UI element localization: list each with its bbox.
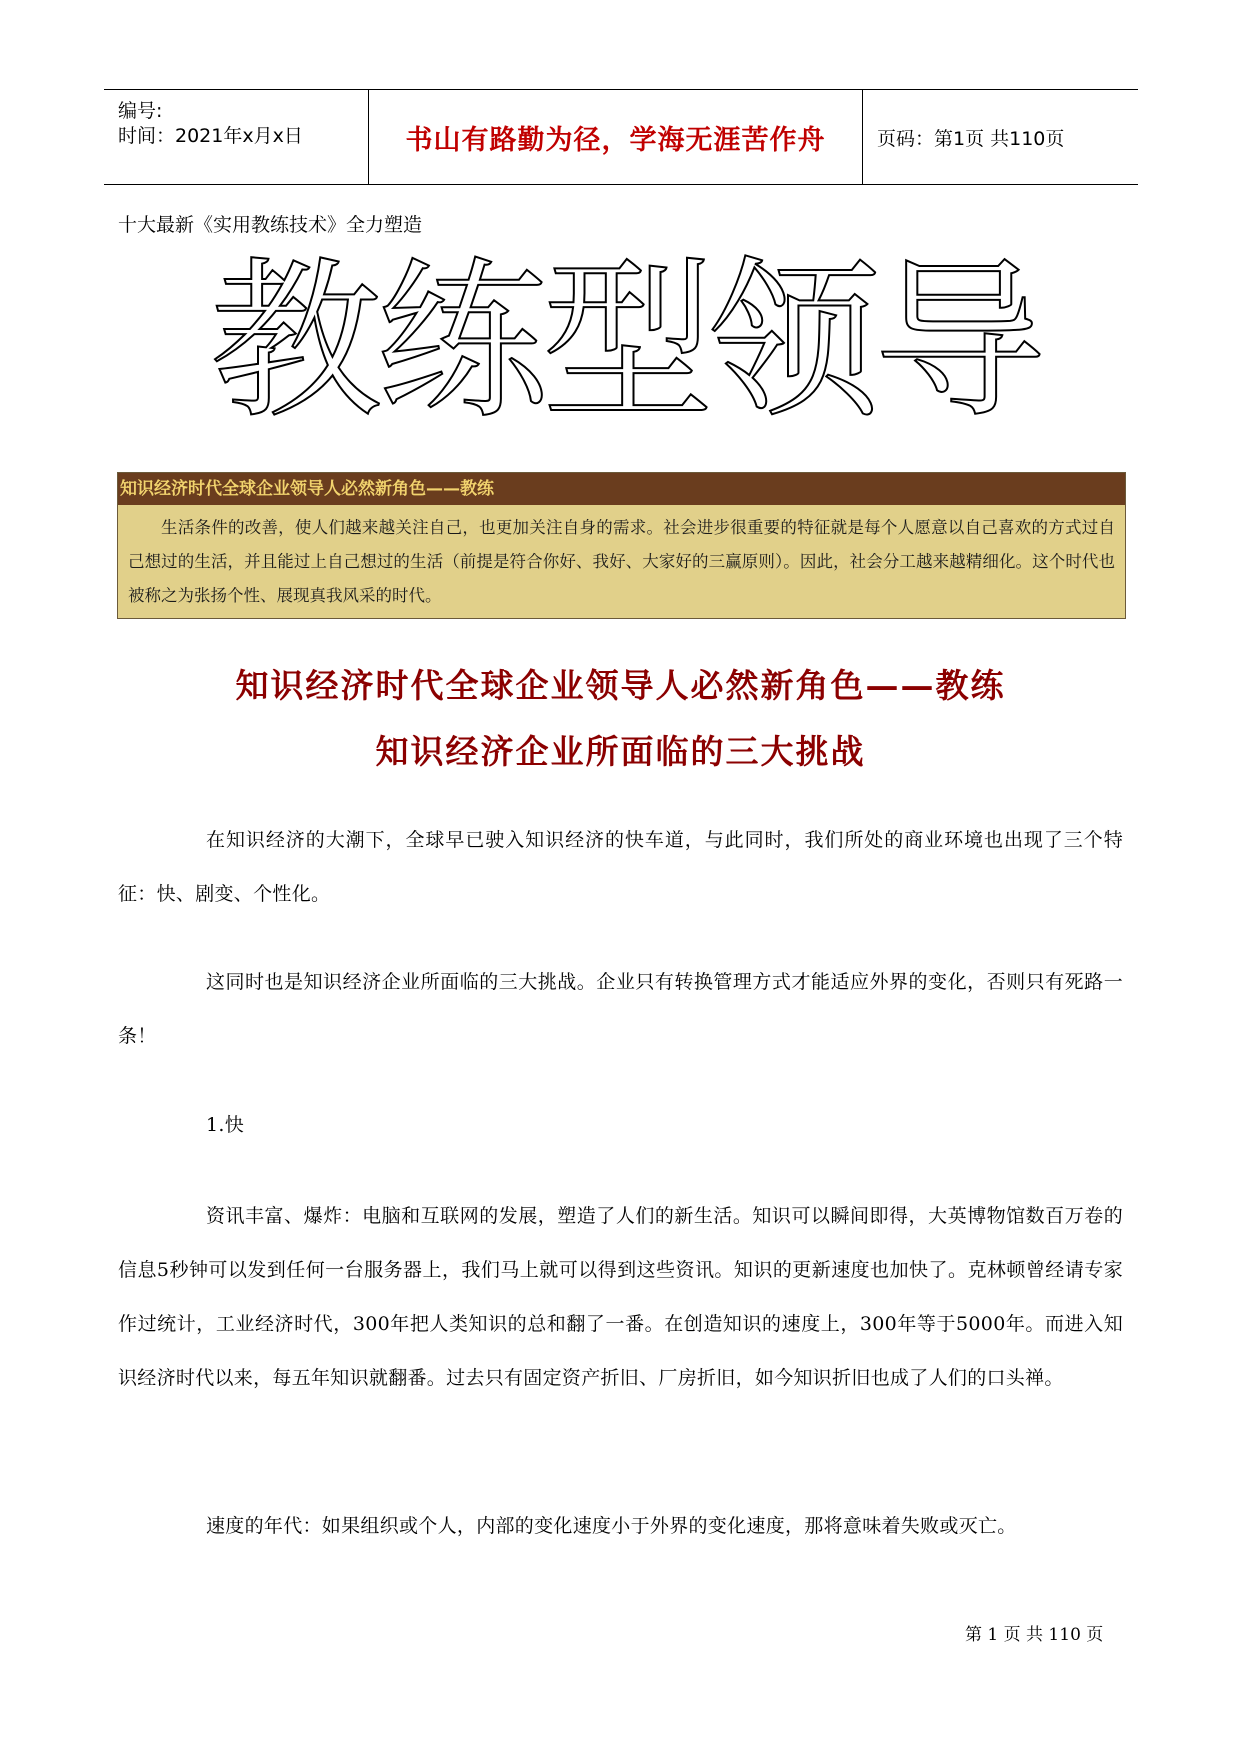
motto: 书山有路勤为径，学海无涯苦作舟 xyxy=(405,124,826,156)
paragraph-1: 在知识经济的大潮下，全球早已驶入知识经济的快车道，与此同时，我们所处的商业环境也出现了三个特征：快、剧变、个性化。 xyxy=(118,829,1123,905)
header-page-cell xyxy=(863,90,1138,184)
highlight-box xyxy=(117,472,1126,619)
sub-heading: 知识经济企业所面临的三大挑战 xyxy=(375,732,866,771)
main-heading: 知识经济时代全球企业领导人必然新角色——教练 xyxy=(235,666,1006,705)
header-motto-cell xyxy=(369,90,863,184)
paragraph-3: 资讯丰富、爆炸：电脑和互联网的发展，塑造了人们的新生活。知识可以瞬间即得，大英博物馆数百万卷的信息5秒钟可以发到任何一台服务器上，我们马上就可以得到这些资讯。知识的更新速度也加快了。克林顿曾经请专家作过统计，工业经济时代，300年把人类知识的总和翻了一番。在创造知识的速度上，300年等于5000年。而进入知识经济时代以来，每五年知识就翻番。过去只有固定资产折旧、厂房折旧，如今知识折旧也成了人们的口头禅。 xyxy=(118,1205,1123,1389)
header-meta-cell xyxy=(104,90,369,184)
subtitle: 十大最新《实用教练技术》全力塑造 xyxy=(118,214,423,236)
section-item-1: 1.快 xyxy=(206,1114,245,1136)
page-info: 页码：第1页 共110页 xyxy=(877,127,1065,150)
box-heading: 知识经济时代全球企业领导人必然新角色——教练 xyxy=(118,473,1125,505)
big-title xyxy=(205,236,1045,446)
document-header xyxy=(104,89,1138,185)
paragraph-2: 这同时也是知识经济企业所面临的三大挑战。企业只有转换管理方式才能适应外界的变化，否则只有死路一条！ xyxy=(118,971,1123,1047)
time-label: 时间：2021年x月x日 xyxy=(118,125,303,147)
box-body: 生活条件的改善，使人们越来越关注自己，也更加关注自身的需求。社会进步很重要的特征就是每个人愿意以自己喜欢的方式过自己想过的生活，并且能过上自己想过的生活（前提是符合你好、我好、大家好的三赢原则）。因此，社会分工越来越精细化。这个时代也被称之为张扬个性、展现真我风采的时代。 xyxy=(128,518,1115,605)
page-footer: 第 1 页 共 110 页 xyxy=(965,1625,1104,1645)
paragraph-4: 速度的年代：如果组织或个人，内部的变化速度小于外界的变化速度，那将意味着失败或灭亡。 xyxy=(206,1515,1017,1537)
big-title-text: 教练型领导 xyxy=(210,241,1040,442)
number-label: 编号: xyxy=(118,100,163,122)
